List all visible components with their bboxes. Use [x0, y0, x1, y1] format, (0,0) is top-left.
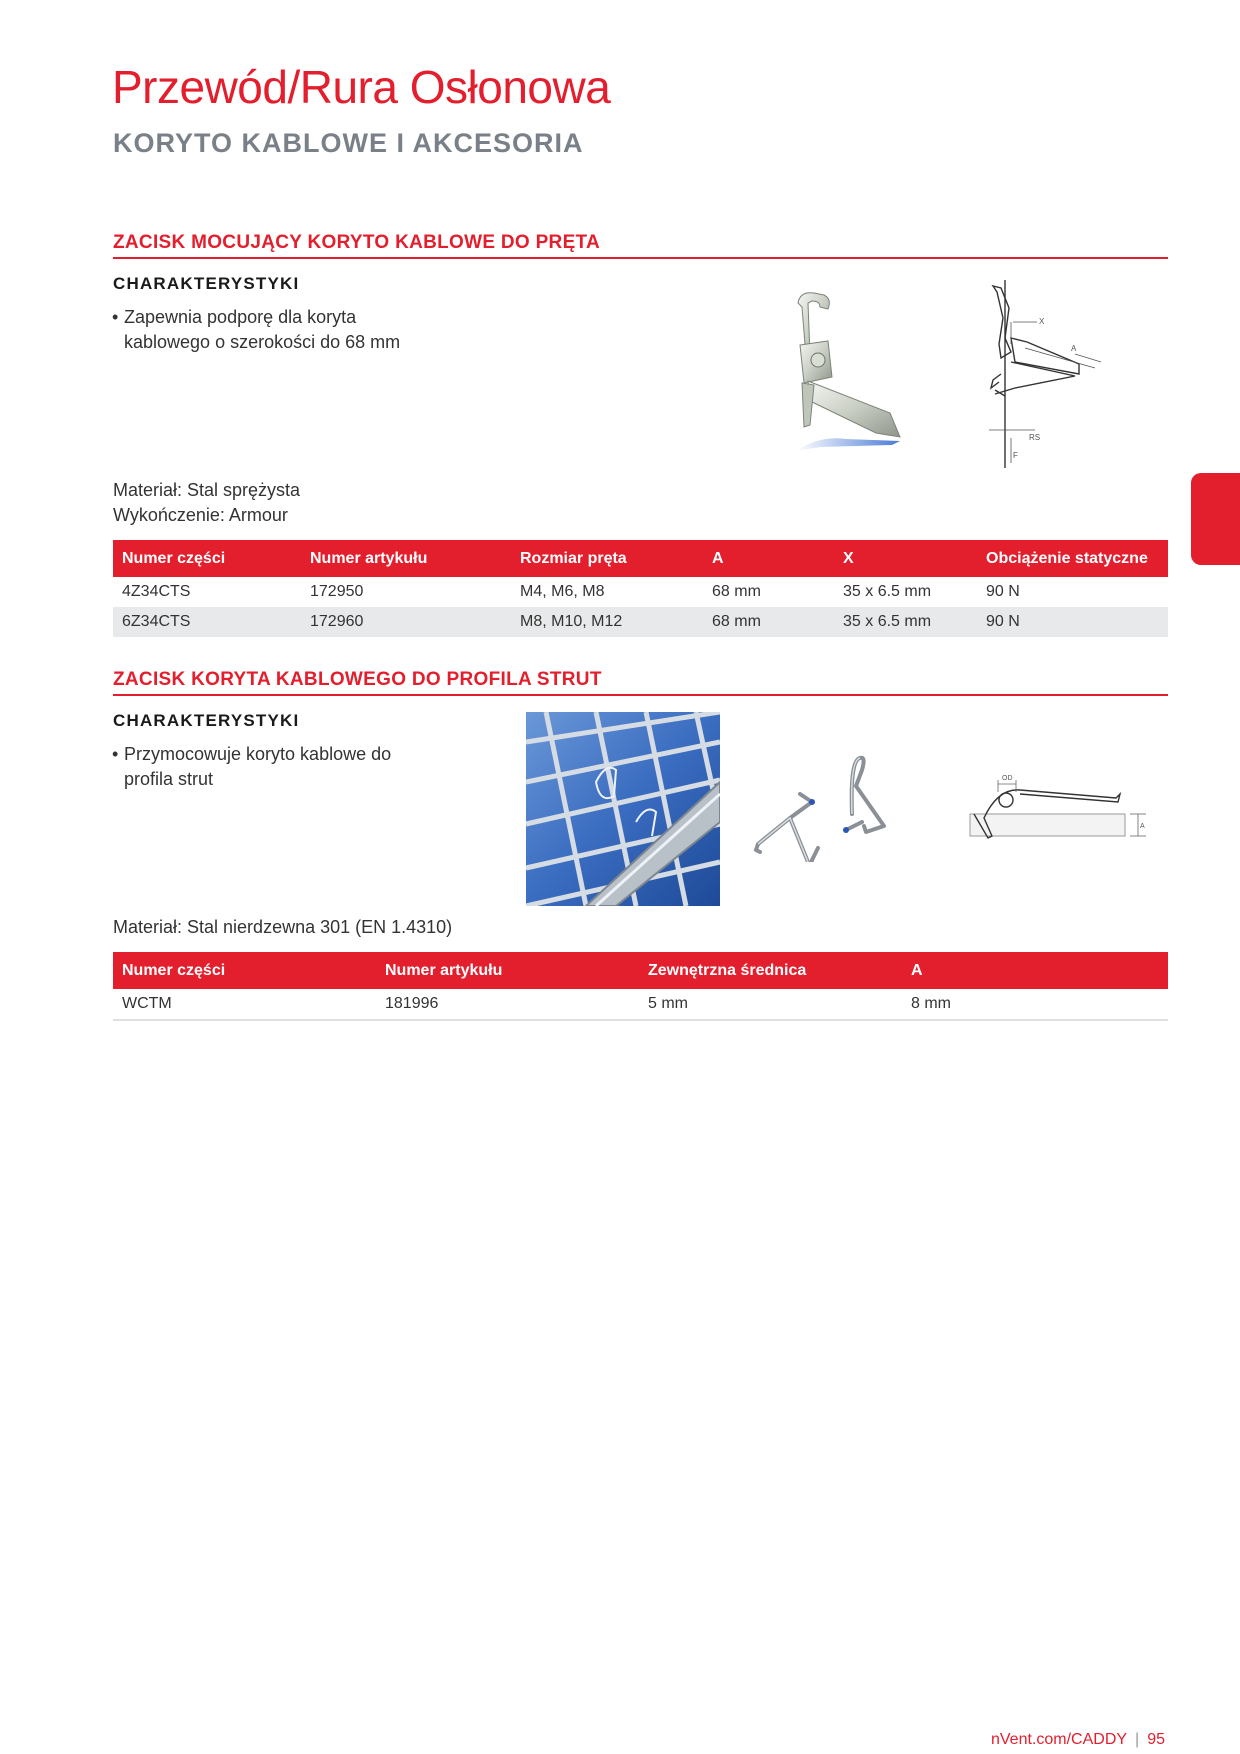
drawing2-label-a: A — [1140, 823, 1145, 830]
section1-heading: ZACISK MOCUJĄCY KORYTO KABLOWE DO PRĘTA — [113, 232, 1168, 259]
bullet-dot: • — [112, 744, 119, 764]
drawing2-label-od: OD — [1002, 775, 1013, 782]
table-cell: 172960 — [301, 607, 511, 637]
chapter-tab — [1191, 473, 1240, 565]
bullet-dot: • — [112, 307, 119, 327]
page-number: 95 — [1147, 1731, 1165, 1748]
table-row — [113, 989, 1168, 1020]
drawing1-label-x: X — [1039, 317, 1045, 326]
section2-heading: ZACISK KORYTA KABLOWEGO DO PROFILA STRUT — [113, 669, 1168, 696]
rod-clip-photo — [780, 285, 920, 455]
page-title: Przewód/Rura Osłonowa — [112, 61, 611, 113]
section1-bullet-text: Zapewnia podporę dla koryta kablowego o szerokości do 68 mm — [124, 307, 401, 352]
rod-clip-drawing — [975, 278, 1125, 468]
table-header-cell: A — [902, 952, 1168, 989]
table-cell: 5 mm — [639, 989, 902, 1020]
table-row — [113, 607, 1168, 637]
table-header-cell: Zewnętrzna średnica — [639, 952, 902, 989]
table-cell: 90 N — [977, 607, 1168, 637]
table-cell: 4Z34CTS — [122, 583, 191, 600]
table-header-cell: Numer części — [113, 540, 301, 577]
table-row — [113, 577, 1168, 607]
section2-bullet — [112, 742, 432, 792]
table-cell: 68 mm — [712, 583, 761, 600]
section2-material: Materiał: Stal nierdzewna 301 (EN 1.4310) — [113, 917, 453, 937]
section2-table — [113, 952, 1168, 1021]
table-cell: M8, M10, M12 — [511, 607, 703, 637]
table-header-row — [113, 952, 1168, 989]
wire-clip-photo — [750, 752, 930, 862]
drawing1-label-a: A — [1071, 344, 1077, 353]
table-cell: 181996 — [376, 989, 639, 1020]
section2-bullet-text: Przymocowuje koryto kablowe do profila strut — [124, 744, 392, 789]
page-subtitle: KORYTO KABLOWE I AKCESORIA — [113, 128, 584, 158]
table-header-cell: Obciążenie statyczne — [977, 540, 1168, 577]
table-cell: 35 x 6.5 mm — [843, 583, 932, 600]
drawing1-label-rs: RS — [1029, 433, 1041, 442]
table-cell: 35 x 6.5 mm — [834, 607, 977, 637]
table-header-cell: Rozmiar pręta — [511, 540, 703, 577]
table-header-row — [113, 540, 1168, 577]
table-header-cell: X — [834, 540, 977, 577]
table-cell: 6Z34CTS — [113, 607, 301, 637]
section1-bullet — [112, 305, 432, 355]
drawing1-label-f: F — [1013, 451, 1018, 460]
table-cell: 90 N — [986, 583, 1020, 600]
table-cell: 172950 — [310, 583, 364, 600]
tray-strut-photo — [526, 712, 720, 906]
footer-site-link[interactable]: nVent.com/CADDY — [990, 1731, 1128, 1748]
table-header-cell: Numer artykułu — [301, 540, 511, 577]
table-cell: M4, M6, M8 — [520, 583, 605, 600]
table-cell: 68 mm — [703, 607, 834, 637]
table-cell: WCTM — [113, 989, 376, 1020]
table-header-cell: Numer artykułu — [376, 952, 639, 989]
table-cell: 8 mm — [902, 989, 1168, 1020]
section1-table — [113, 540, 1168, 637]
table-header-cell: A — [703, 540, 834, 577]
section2-characteristics-heading: CHARAKTERYSTYKI — [113, 711, 300, 730]
footer-separator: | — [1135, 1731, 1140, 1748]
page-footer — [991, 1731, 1165, 1749]
section1-characteristics-heading: CHARAKTERYSTYKI — [113, 274, 300, 293]
wire-clip-drawing — [960, 770, 1150, 850]
section1-finish: Wykończenie: Armour — [113, 505, 288, 525]
table-header-cell: Numer części — [113, 952, 376, 989]
section1-material: Materiał: Stal sprężysta — [113, 480, 301, 500]
